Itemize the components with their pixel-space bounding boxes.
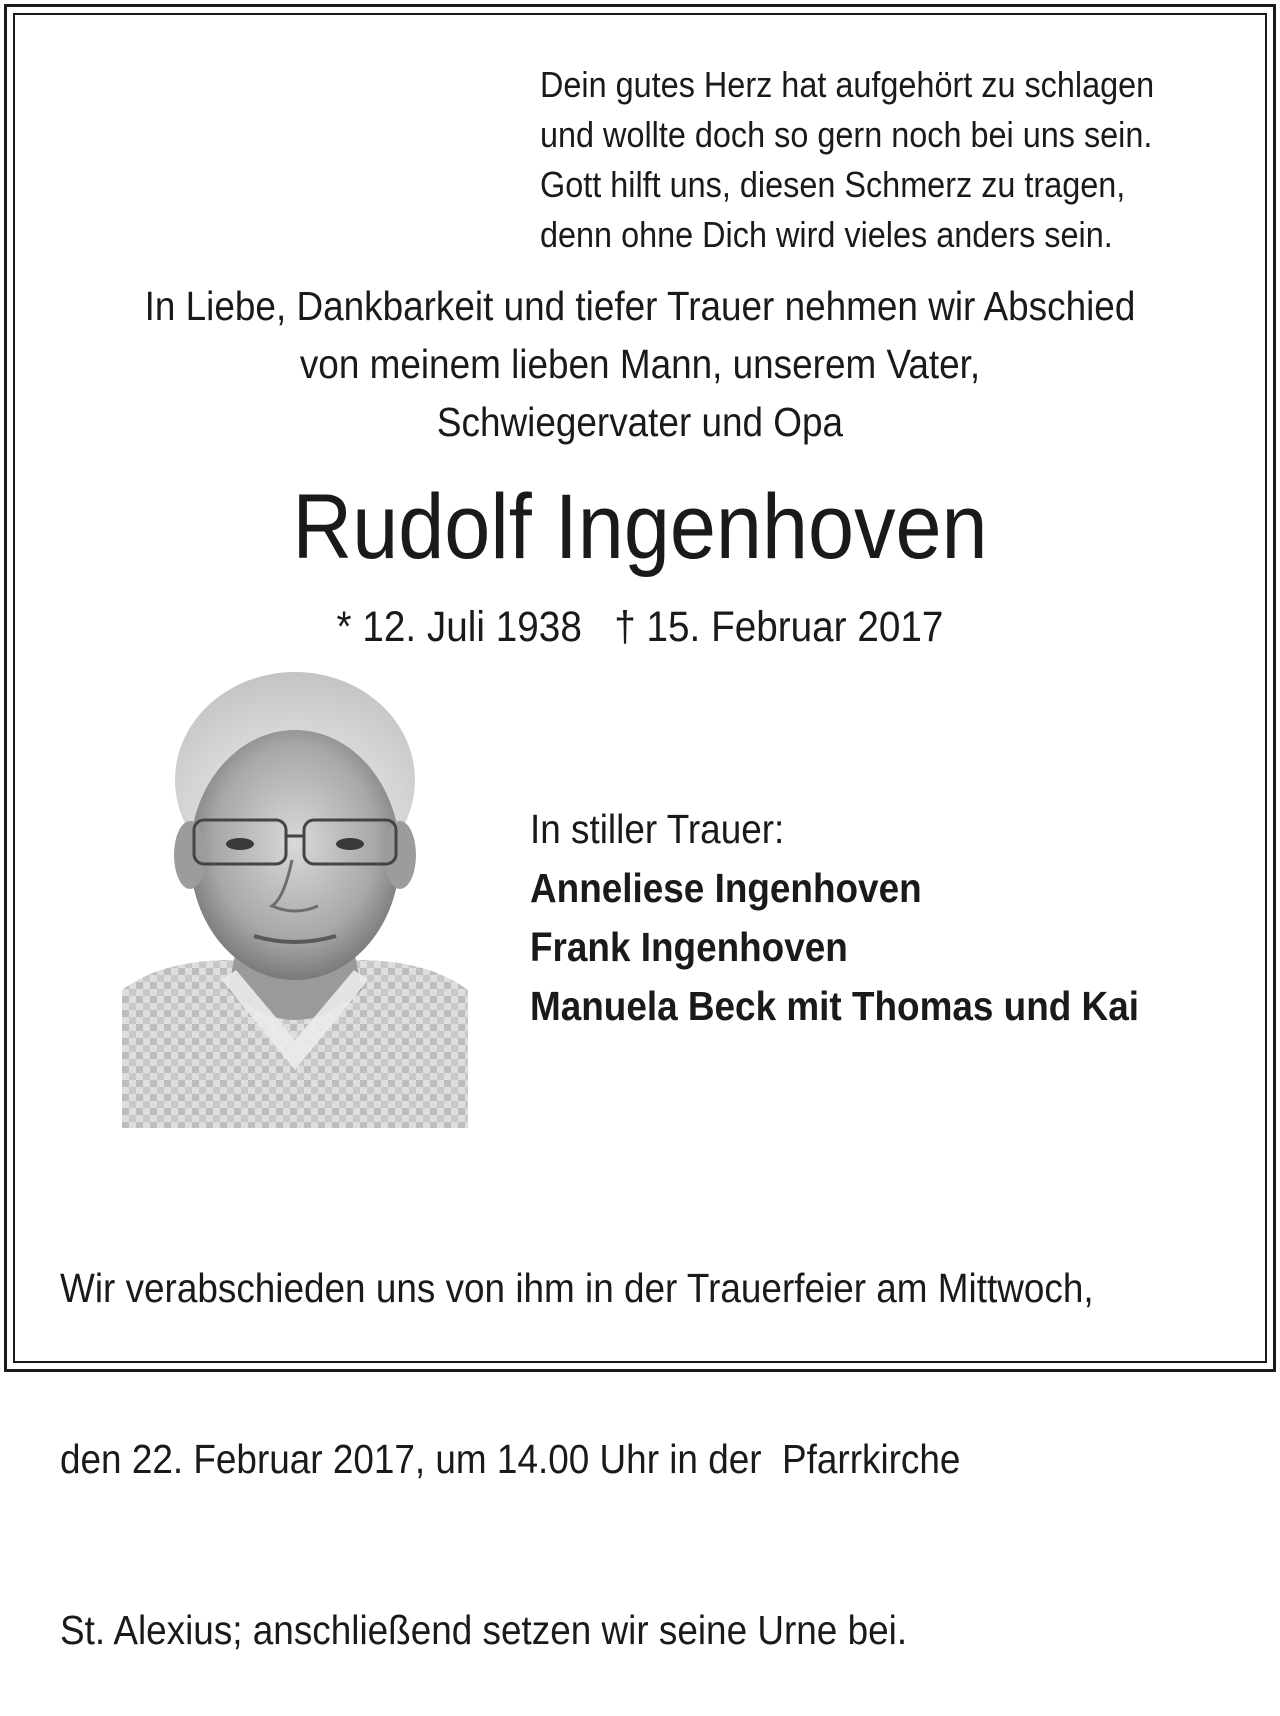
service-line: Wir verabschieden uns von ihm in der Trauerfeier am Mittwoch,	[60, 1265, 1094, 1311]
service-details	[60, 1146, 1140, 1716]
intro-line: In Liebe, Dankbarkeit und tiefer Trauer nehmen wir Abschied	[144, 283, 1136, 329]
life-dates	[100, 600, 1180, 654]
mourner-name: Anneliese Ingenhoven	[530, 865, 922, 911]
portrait-photo	[122, 660, 468, 1128]
intro-line: Schwiegervater und Opa	[436, 399, 844, 445]
poem-line: und wollte doch so gern noch bei uns sein.	[540, 114, 1153, 155]
poem-block	[540, 60, 1170, 260]
birth-date: * 12. Juli 1938	[336, 603, 582, 651]
mourner-name: Manuela Beck mit Thomas und Kai	[530, 983, 1139, 1029]
death-date: † 15. Februar 2017	[614, 603, 944, 651]
service-line: den 22. Februar 2017, um 14.00 Uhr in der Pfarrkirche	[60, 1436, 961, 1482]
farewell-intro	[100, 277, 1180, 451]
poem-line: Dein gutes Herz hat aufgehört zu schlagen	[540, 64, 1155, 105]
intro-line: von meinem lieben Mann, unserem Vater,	[299, 341, 981, 387]
service-line: St. Alexius; anschließend setzen wir seine Urne bei.	[60, 1607, 908, 1653]
mourners-block	[530, 800, 1178, 1036]
poem-line: denn ohne Dich wird vieles anders sein.	[540, 214, 1113, 255]
mourners-heading: In stiller Trauer:	[530, 806, 785, 852]
mourner-name: Frank Ingenhoven	[530, 924, 848, 970]
deceased-name: Rudolf Ingenhoven	[292, 476, 988, 578]
poem-line: Gott hilft uns, diesen Schmerz zu tragen,	[540, 164, 1126, 205]
